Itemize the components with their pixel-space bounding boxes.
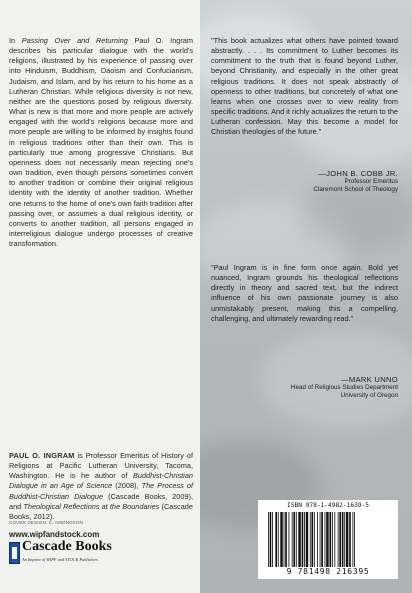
publisher-website: www.wipfandstock.com [9,530,100,539]
barcode-bar [285,512,287,567]
barcode-bar [298,512,300,567]
barcode-bar [334,512,335,567]
endorsement-attribution-2 [291,375,398,400]
barcode-bar [304,512,305,567]
isbn-barcode [258,500,398,579]
bio-book-1: Buddhist-Christian Dialogue in an Age of Science [9,471,193,491]
barcode-bar [280,512,282,567]
barcode-bar [349,512,351,567]
publisher-name: Cascade Books [22,539,112,554]
endorsement-quote-1: "This book actualizes what others have pointed toward abstractly. . . . Its commitment to Luther becomes its commitment to the truth that is found beyond Luther, beyond Christianity, and especially in the other great religious traditions. It does not speak abstractly of openness to other traditions, but concretely of what one learns when one crosses over to view reality from specific traditions. And it richly actualizes the return to the Lutheran confession. May this become a model for Christian theologies of the future." [211,36,398,137]
endorser-name: —JOHN B. COBB JR. [318,169,398,178]
bio-text-2: (2008), [112,481,142,491]
barcode-bar [338,512,339,567]
barcode-bar [292,512,293,567]
barcode-bar [311,512,313,567]
barcode-bar [272,512,273,567]
barcode-bar [326,512,328,567]
back-cover-text-panel [0,0,200,593]
bio-book-2: The Process of Buddhist-Christian Dialogue [9,481,194,501]
barcode-bar [314,512,315,567]
barcode-bar [352,512,353,567]
book-description [9,36,193,249]
barcode-bar [321,512,323,567]
publisher-subtitle: An Imprint of WIPF and STOCK Publishers [22,557,98,562]
barcode-bar [310,512,311,567]
barcode-bar [346,512,348,567]
barcode-bars [266,512,390,567]
endorser-institution: Claremont School of Theology [313,186,398,194]
isbn-label: ISBN 978-1-4982-1639-5 [287,502,369,509]
barcode-bar [289,512,290,567]
barcode-bar [317,512,318,567]
barcode-bar [320,512,321,567]
barcode-bar [330,512,332,567]
barcode-bar [325,512,326,567]
barcode-bar [332,512,333,567]
endorser-title: Head of Religious Studies Department [290,384,398,391]
barcode-bar [270,512,272,567]
bio-text-3: (Cascade Books, 2009), and [9,491,194,511]
barcode-bar [296,512,297,567]
endorsement-quote-2: "Paul Ingram is in fine form once again. Bold yet nuanced, Ingram grounds his theological reflections directly in theory and sacred text, but the indirect influence of his own passionate journey is also unmistakably present, making this a compelling, challenging, and ultimately rewarding read." [211,263,398,323]
barcode-bar [284,512,285,567]
description-body: Paul O. Ingram describes his particular dialogue with the world's religions, illustrated by his experience of passing over into Hinduism, Buddhism, Daoism and Confucianism, Judaism, and Islam, and by his return to his home as a Lutheran Christian. While religious diversity is not new, neither are the questions posed by religious diversity. What is new is that more and more people are actively engaged with the world's religions because more and more people are willing to be informed by insights found in religious traditions other than their own. This is particularly true among progressive Christians. But openness does not necessarily mean rejecting one's own tradition, even though persons sometimes convert to another tradition or combine their original religious identity with the identity of another tradition. Whether one returns to the home of one's own faith tradition after passing over, or assumes a dual religious identity, or converts to another tradition, all persons engaged in interreligious dialogue undergo processes of creative transformation. [9,36,194,249]
description-lead: In [9,36,16,45]
barcode-bar [344,512,345,567]
author-bio [9,451,193,522]
barcode-digits: 9 781498 216395 [286,567,370,576]
barcode-bar [342,512,344,567]
barcode-bar [268,512,269,567]
endorser-name: —MARK UNNO [340,375,398,384]
barcode-bar [278,512,279,567]
barcode-bar [306,512,308,567]
endorser-title: Professor Emeritus [344,178,398,185]
endorser-institution: University of Oregon [340,392,398,400]
bio-text-1: is Professor Emeritus of History of Religions at Pacific Lutheran University, Tacoma, Washington. He is he author of [9,451,193,481]
barcode-bar [339,512,341,567]
bio-book-3: Theological Reflections at the Boundaries [23,501,160,511]
author-name: PAUL O. INGRAM [9,451,75,460]
description-book-title: Passing Over and Returning [21,36,128,45]
bio-text-4: (Cascade Books, 2012). [9,501,193,521]
cascade-logo-icon [9,542,20,564]
endorsement-attribution-1 [313,169,398,194]
cover-design-credit: COVER DESIGN: C. AMONDSON [9,520,84,525]
barcode-bar [293,512,295,567]
barcode-bar [354,512,355,567]
barcode-bar [302,512,304,567]
publisher-logo [9,539,129,568]
barcode-bar [275,512,277,567]
